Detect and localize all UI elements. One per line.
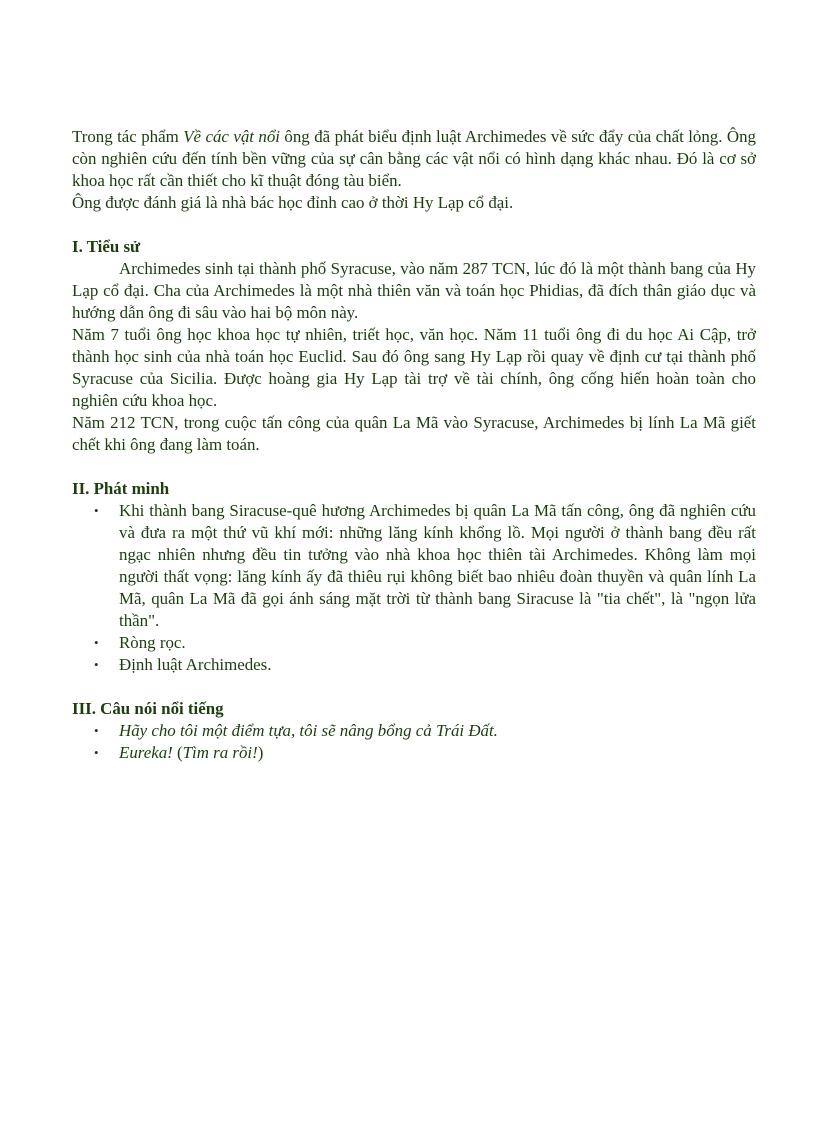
bullet-icon: • [94, 657, 99, 672]
bullet-icon: • [94, 723, 99, 738]
list-item: • Eureka! (Tìm ra rồi!) [94, 743, 264, 762]
biography-paragraph-1: Archimedes sinh tại thành phố Syracuse, vào năm 287 TCN, lúc đó là một thành bang của Hy Lạp cổ đại. Cha của Archimedes là một nhà thiên văn và toán học Phidias, đã đích thân giáo dục và hướng dẫn ông đi sâu vào hai bộ môn này. [72, 259, 756, 322]
list-item: • Ròng rọc. [94, 633, 186, 652]
biography-paragraph-2: Năm 7 tuổi ông học khoa học tự nhiên, triết học, văn học. Năm 11 tuổi ông đi du học Ai Cập, trở thành học sinh của nhà toán học Euclid. Sau đó ông sang Hy Lạp rồi quay về định cư tại thành phố Syracuse của Sicilia. Được hoàng gia Hy Lạp tài trợ về tài chính, ông cống hiến hoàn toàn cho nghiên cứu khoa học. [72, 325, 756, 410]
bullet-icon: • [94, 635, 99, 650]
spacer [72, 676, 756, 698]
list-item: • Khi thành bang Siracuse-quê hương Archimedes bị quân La Mã tấn công, ông đã nghiên cứu và đưa ra một thứ vũ khí mới: những lăng kính khổng lồ. Mọi người ở thành bang đều rất ngạc nhiên nhưng đều tin tưởng vào nhà khoa học thiên tài Archimedes. Không làm mọi người thất vọng: lăng kính ấy đã thiêu rụi không biết bao nhiêu đoàn thuyền và quân lính La Mã, quân La Mã đã gọi ánh sáng mặt trời từ thành bang Siracuse là "tia chết", là "ngọn lửa thần". [94, 501, 756, 630]
document-page [72, 126, 756, 764]
spacer [72, 456, 756, 478]
quotes-list [72, 720, 756, 764]
spacer [72, 214, 756, 236]
list-item: • Hãy cho tôi một điểm tựa, tôi sẽ nâng bổng cả Trái Đất. [94, 721, 498, 740]
section-heading-inventions: II. Phát minh [72, 479, 170, 498]
bullet-icon: • [94, 745, 99, 760]
biography-paragraph-3: Năm 212 TCN, trong cuộc tấn công của quân La Mã vào Syracuse, Archimedes bị lính La Mã giết chết khi ông đang làm toán. [72, 413, 756, 454]
section-heading-biography: I. Tiểu sử [72, 237, 141, 256]
bullet-icon: • [94, 503, 99, 518]
inventions-list [72, 500, 756, 676]
list-item: • Định luật Archimedes. [94, 655, 272, 674]
intro-paragraph-1: Trong tác phẩm Về các vật nổi ông đã phát biểu định luật Archimedes về sức đẩy của chất lỏng. Ông còn nghiên cứu đến tính bền vững của sự cân bằng các vật nổi có hình dạng khác nhau. Đó là cơ sở khoa học rất cần thiết cho kĩ thuật đóng tàu biển. [72, 127, 756, 190]
book-title: Về các vật nổi [183, 127, 280, 146]
intro-paragraph-2: Ông được đánh giá là nhà bác học đỉnh cao ở thời Hy Lạp cổ đại. [72, 193, 514, 212]
section-heading-quotes: III. Câu nói nổi tiếng [72, 699, 224, 718]
